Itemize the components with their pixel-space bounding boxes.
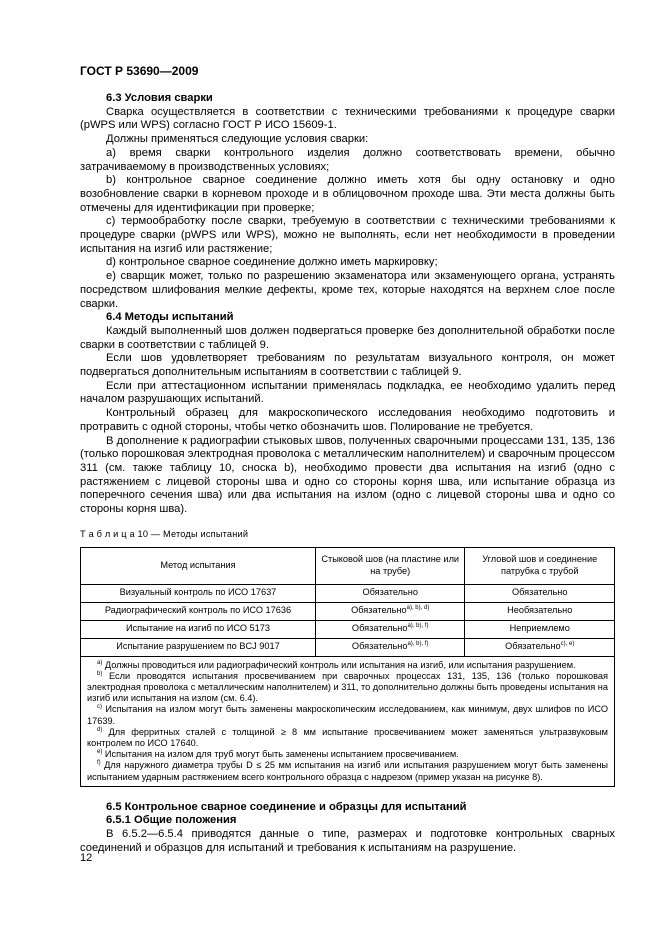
cell-value: Обязательно (351, 605, 407, 616)
cell-value: Обязательно (505, 641, 561, 652)
fillet-weld-cell (465, 602, 615, 620)
list-item: a) время сварки контрольного изделия должно соответствовать времени, обычно затрачиваемому в производственных условиях; (80, 146, 615, 173)
page-number: 12 (80, 852, 93, 864)
note-mark: b) (97, 670, 103, 677)
section-6-5-1-title: 6.5.1 Общие положения (106, 814, 237, 827)
cell-value: Обязательно (511, 587, 568, 598)
paragraph: В дополнение к радиографии стыковых швов, полученных сварочными процессами 131, 135, 136 (только порошковая электродная проволока с металлическим наполнителем) и сварочным процессом 311 (см. также таблицу 10, сноска b), необходимо провести два испытания на изгиб (одно с растяжением с лицевой стороны шва и одно со стороны корня шва, или испытание образца из поперечного сечения шва) или два испытания на излом (одно с лицевой стороны шва и одно со стороны корня шва). (80, 434, 615, 516)
content (80, 92, 615, 856)
note-text: Испытания на излом для труб могут быть заменены испытанием просвечиванием. (104, 749, 459, 760)
note-text: Если проводятся испытания просвечиванием при сварочных процессах 131, 135, 136 (только порошковая электродная проволока с металлическим наполнителем) и 311, то дополнительно должны быть проведены испытания на изгиб или испытания на излом (см. 6.4). (87, 670, 608, 704)
note-text: Испытания на излом могут быть заменены макроскопическим исследованием, как минимум, двух шлифов по ИСО 17639. (87, 704, 608, 726)
table-note (87, 749, 608, 760)
note-mark: e) (97, 749, 103, 756)
table-row (81, 620, 615, 638)
cell-value: Неприемлемо (509, 623, 570, 634)
method-cell: Испытание на изгиб по ИСО 5173 (81, 620, 316, 638)
note-text: Для ферритных сталей с толщиной ≥ 8 мм испытание просвечиванием может заменяться ультразвуковым контролем по ИСО 17640. (87, 726, 608, 748)
paragraph: Если шов удовлетворяет требованиям по результатам визуального контроля, он может подвергаться дополнительным испытаниям в соответствии с таблицей 9. (80, 352, 615, 379)
table-row (81, 584, 615, 602)
column-header: Стыковой шов (на пластине или на трубе) (315, 547, 465, 584)
list-item: c) термообработку после сварки, требуемую в соответствии с техническими требованиями к процедуре сварки (pWPS или WPS), можно не выполнять, если нет необходимости в проведении испытания на изгиб или растяжение; (80, 215, 615, 255)
table-row (81, 602, 615, 620)
paragraph: В 6.5.2—6.5.4 приводятся данные о типе, размерах и подготовке контрольных сварных соединений и образцов для испытаний и требования к испытаниям на разрушение. (80, 828, 615, 854)
column-header: Метод испытания (81, 547, 316, 584)
method-cell: Испытание разрушением по BCJ 9017 (81, 638, 316, 656)
list-item: e) сварщик может, только по разрешению экзаменатора или экзаменующего органа, устранять посредством шлифования мелкие дефекты, кроме тех, которые находятся на верхнем слое после сварки. (80, 270, 615, 310)
table-note (87, 660, 608, 671)
column-header: Угловой шов и соединение патрубка с трубой (465, 547, 615, 584)
table-notes-row (81, 656, 615, 786)
note-text: Для наружного диаметра трубы D ≤ 25 мм испытания на изгиб или испытания разрушением могут быть заменены испытанием ударным растяжением всего контрольного образца с надрезом (пример указан на рисунке 8). (87, 760, 608, 782)
cell-value: Обязательно (362, 587, 418, 598)
table-caption: Т а б л и ц а 10 — Методы испытаний (80, 528, 249, 539)
note-mark: d) (97, 726, 103, 733)
cell-value: Обязательно (351, 641, 408, 652)
method-cell: Радиографический контроль по ИСО 17636 (81, 602, 316, 620)
paragraph: Если при аттестационном испытании применялась подкладка, ее необходимо удалить перед началом разрушающих испытаний. (80, 379, 615, 406)
note-text: Должны проводиться или радиографический контроль или испытания на изгиб, или испытания разрушением. (104, 659, 576, 670)
list-item: d) контрольное сварное соединение должно иметь маркировку; (106, 256, 438, 269)
list-item: b) контрольное сварное соединение должно иметь хотя бы одну остановку и одно возобновление сварки в корневом проходе и в облицовочном проходе шва. Эти места должны быть отмечены для идентификации при проверке; (80, 174, 615, 214)
footnote-marks: a), b), d) (406, 605, 430, 612)
paragraph: Должны применяться следующие условия сварки: (106, 133, 369, 146)
butt-weld-cell (315, 602, 465, 620)
table-note (87, 760, 608, 782)
note-mark: c) (97, 704, 102, 711)
paragraph: Контрольный образец для макроскопического исследования необходимо подготовить и протравить с одной стороны, чтобы четко обозначить шов. Полирование не требуется. (80, 407, 615, 433)
butt-weld-cell (315, 620, 465, 638)
fillet-weld-cell (465, 620, 615, 638)
table-note (87, 671, 608, 705)
section-6-5-title: 6.5 Контрольное сварное соединение и образцы для испытаний (106, 800, 467, 813)
fillet-weld-cell (465, 584, 615, 602)
table-note (87, 704, 608, 726)
document-header: ГОСТ Р 53690—2009 (80, 64, 199, 78)
table-note (87, 727, 608, 749)
note-mark: a) (97, 659, 103, 666)
cell-value: Обязательно (351, 623, 408, 634)
butt-weld-cell (315, 638, 465, 656)
paragraph: Сварка осуществляется в соответствии с техническими требованиями к процедуре сварки (pWPS или WPS) согласно ГОСТ Р ИСО 15609-1. (80, 105, 615, 132)
paragraph: Каждый выполненный шов должен подвергаться проверке без дополнительной обработки после сварки в соответствии с таблицей 9. (80, 324, 615, 351)
section-6-5 (80, 801, 615, 856)
table-row (81, 638, 615, 656)
footnote-marks: c), e) (560, 641, 575, 648)
fillet-weld-cell (465, 638, 615, 656)
cell-value: Необязательно (507, 605, 573, 616)
footnote-marks: a), b), f) (407, 623, 429, 630)
table-header-row (81, 547, 615, 584)
section-6-4-title: 6.4 Методы испытаний (106, 311, 234, 324)
butt-weld-cell (315, 584, 465, 602)
table-notes (81, 656, 615, 786)
method-cell: Визуальный контроль по ИСО 17637 (81, 584, 316, 602)
footnote-marks: a), b), f) (407, 641, 429, 648)
section-6-3-title: 6.3 Условия сварки (106, 92, 213, 104)
test-methods-table (80, 547, 615, 787)
note-mark: f) (97, 760, 101, 767)
